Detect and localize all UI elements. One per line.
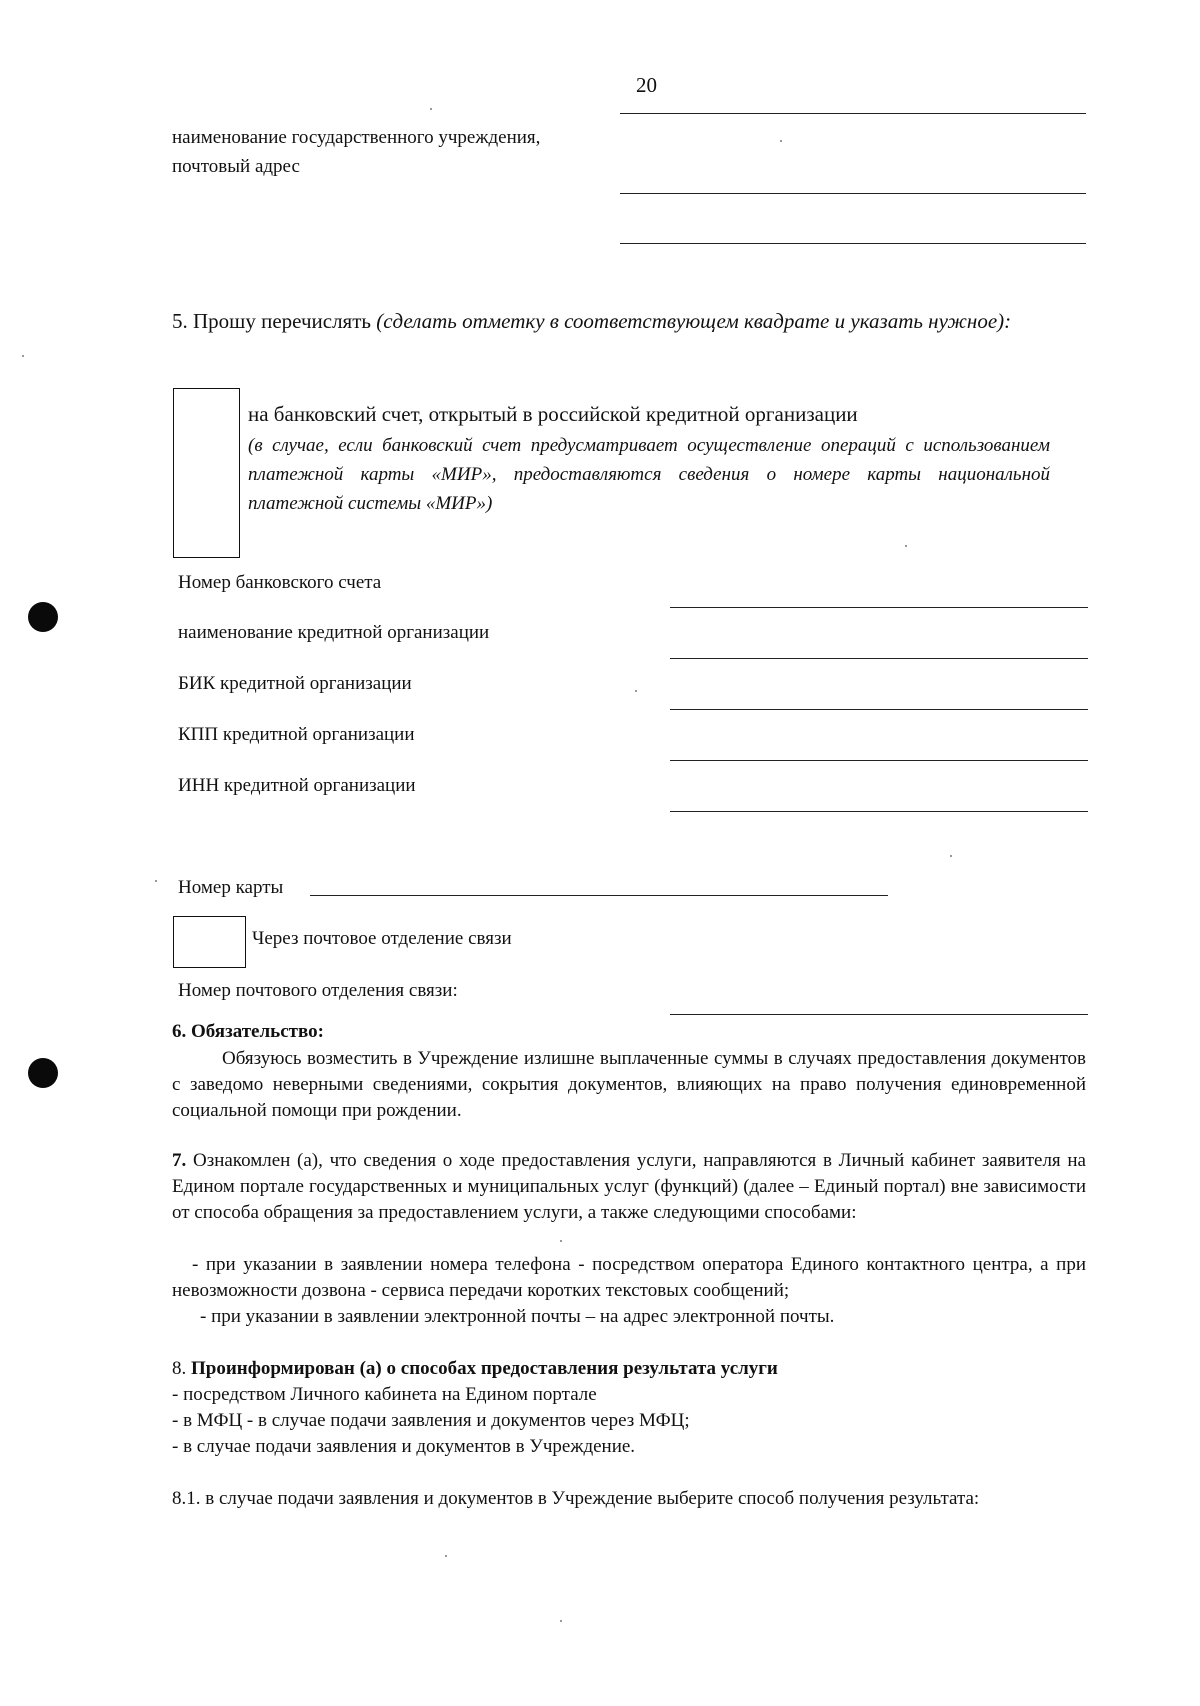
section7-body: Ознакомлен (а), что сведения о ходе предоставления услуги, направляются в Личный кабинет заявителя на Едином портале государственных и муниципальных услуг (функций) (далее – Единый портал) вне зависимости от способа обращения за предоставлением услуги, а также следующими способами: <box>172 1150 1086 1223</box>
institution-line-3[interactable] <box>620 243 1086 244</box>
bank-account-label: на банковский счет, открытый в российской кредитной организации <box>248 402 858 426</box>
section8-heading <box>172 1356 778 1382</box>
section8-item-1: - посредством Личного кабинета на Едином портале <box>172 1384 597 1405</box>
field-line-bik[interactable] <box>670 709 1088 710</box>
scan-speck <box>560 1240 562 1242</box>
field-line-inn[interactable] <box>670 811 1088 812</box>
bank-account-checkbox[interactable] <box>173 388 240 558</box>
scan-speck <box>780 140 782 142</box>
section7-text <box>172 1148 1086 1226</box>
post-office-number-line[interactable] <box>670 1014 1088 1015</box>
field-label-account-number: Номер банковского счета <box>178 572 382 593</box>
field-label-inn: ИНН кредитной организации <box>178 775 416 796</box>
section6-text: Обязуюсь возместить в Учреждение излишне выплаченные суммы в случаях предоставления документов с заведомо неверными сведениями, сокрытия документов, влияющих на право получения единовременной социальной помощи при рождении. <box>172 1048 1086 1121</box>
section7-item-2: - при указании в заявлении электронной почты – на адрес электронной почты. <box>200 1306 835 1327</box>
institution-line-1[interactable] <box>620 113 1086 114</box>
binder-hole-bottom <box>28 1058 58 1088</box>
section5-heading-note: (сделать отметку в соответствующем квадрате и указать нужное): <box>376 309 1012 333</box>
scan-speck <box>560 1620 562 1622</box>
scan-speck <box>950 855 952 857</box>
scan-speck <box>635 690 637 692</box>
section8-number: 8. <box>172 1358 187 1379</box>
binder-hole-top <box>28 602 58 632</box>
institution-label-1: наименование государственного учреждения, <box>172 127 541 148</box>
field-label-bik: БИК кредитной организации <box>178 673 412 694</box>
post-office-checkbox[interactable] <box>173 916 246 968</box>
card-number-label: Номер карты <box>178 877 284 898</box>
bank-account-note <box>248 431 1050 518</box>
field-line-kpp[interactable] <box>670 760 1088 761</box>
scan-speck <box>22 355 24 357</box>
bank-account-note-text: (в случае, если банковский счет предусматривает осуществление операций с использованием платежной карты «МИР», предоставляются сведения о номере карты национальной платежной системы «МИР») <box>248 435 1050 514</box>
institution-label-2: почтовый адрес <box>172 156 300 177</box>
field-label-kpp: КПП кредитной организации <box>178 724 415 745</box>
field-line-account-number[interactable] <box>670 607 1088 608</box>
institution-line-2[interactable] <box>620 193 1086 194</box>
section7-item-1: - при указании в заявлении номера телефона - посредством оператора Единого контактного центра, а при невозможности дозвона - сервиса передачи коротких текстовых сообщений; <box>172 1254 1086 1301</box>
field-line-bank-name[interactable] <box>670 658 1088 659</box>
scan-speck <box>905 545 907 547</box>
section6-heading <box>172 1019 324 1045</box>
scan-speck <box>155 880 157 882</box>
post-office-option-label: Через почтовое отделение связи <box>252 928 512 949</box>
page-number: 20 <box>636 73 657 97</box>
section8-item-2: - в МФЦ - в случае подачи заявления и документов через МФЦ; <box>172 1410 690 1431</box>
section7-number: 7. <box>172 1150 187 1171</box>
card-number-line[interactable] <box>310 895 888 896</box>
section6-heading-text: 6. Обязательство: <box>172 1021 324 1042</box>
section5-heading-text: 5. Прошу перечислять <box>172 309 371 333</box>
section5-heading <box>172 307 1072 335</box>
section8-1-text: 8.1. в случае подачи заявления и документов в Учреждение выберите способ получения результата: <box>172 1488 980 1509</box>
section8-item-3: - в случае подачи заявления и документов в Учреждение. <box>172 1436 636 1457</box>
scan-speck <box>430 108 432 110</box>
section8-heading-text: Проинформирован (а) о способах предоставления результата услуги <box>191 1358 778 1379</box>
scan-speck <box>445 1555 447 1557</box>
field-label-bank-name: наименование кредитной организации <box>178 622 490 643</box>
post-office-number-label: Номер почтового отделения связи: <box>178 980 458 1001</box>
